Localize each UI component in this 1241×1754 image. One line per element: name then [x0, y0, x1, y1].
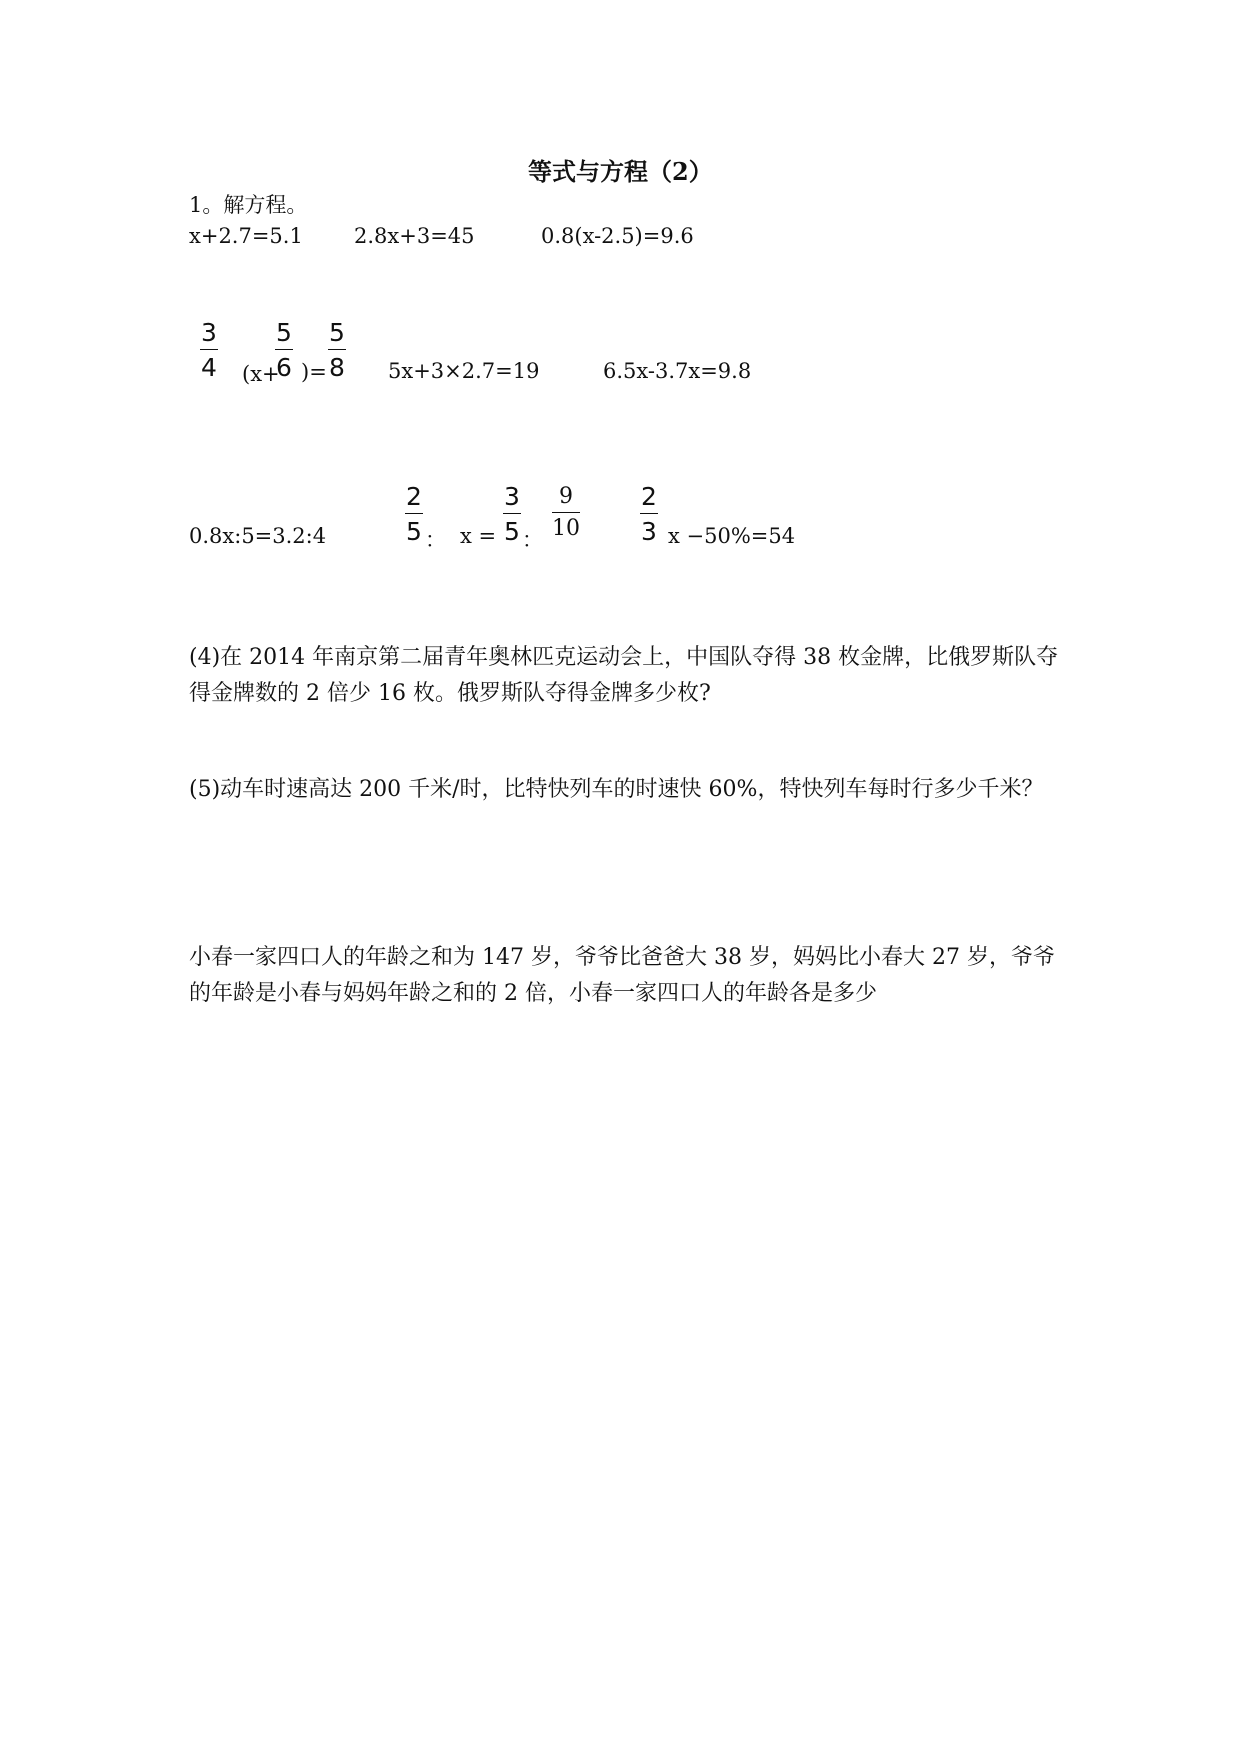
problem-5: (5)动车时速高达 200 千米/时，比特快列车的时速快 60%，特快列车每时行多少千米？: [189, 777, 1044, 802]
fraction-denominator: 5: [406, 517, 422, 546]
fraction-five-sixths: [275, 320, 293, 380]
equation-4-close: )=: [301, 360, 327, 384]
fraction-denominator: 6: [276, 353, 292, 382]
fraction-five-eighths: [328, 320, 346, 380]
equation-4-open: (x+: [242, 362, 280, 386]
fraction-denominator: 4: [201, 353, 217, 382]
fraction-denominator: 5: [504, 517, 520, 546]
problem-6: 小春一家四口人的年龄之和为 147 岁，爷爷比爸爸大 38 岁，妈妈比小春大 27 岁，爷爷的年龄是小春与妈妈年龄之和的 2 倍，小春一家四口人的年龄各是多少: [189, 945, 1055, 1006]
equation-2: 2.8x+3=45: [354, 224, 475, 248]
fraction-two-fifths: [405, 484, 423, 544]
fraction-nine-tenths: [552, 486, 580, 540]
fraction-numerator: 3: [504, 482, 520, 511]
section-heading: 1。解方程。: [189, 193, 308, 217]
fraction-two-thirds: [640, 484, 658, 544]
ratio-separator: ：: [425, 528, 446, 552]
fraction-denominator: 3: [641, 517, 657, 546]
equation-6: 6.5x-3.7x=9.8: [603, 359, 752, 383]
equation-1: x+2.7=5.1: [189, 224, 303, 248]
equation-7: 0.8x:5=3.2:4: [189, 524, 327, 548]
fraction-numerator: 5: [329, 318, 345, 347]
fraction-numerator: 9: [559, 484, 573, 509]
equation-3: 0.8(x-2.5)=9.6: [541, 224, 694, 248]
fraction-denominator: 8: [329, 353, 345, 382]
fraction-numerator: 2: [406, 482, 422, 511]
equation-8-x: x =: [460, 524, 497, 548]
fraction-three-quarters: [200, 320, 218, 380]
ratio-separator: ：: [522, 528, 543, 552]
fraction-numerator: 3: [201, 318, 217, 347]
equation-5: 5x+3×2.7=19: [388, 359, 540, 383]
fraction-numerator: 2: [641, 482, 657, 511]
fraction-numerator: 5: [276, 318, 292, 347]
fraction-denominator: 10: [552, 516, 580, 541]
fraction-three-fifths: [503, 484, 521, 544]
equation-9: x −50%=54: [668, 524, 796, 548]
page-title: 等式与方程（2）: [528, 157, 713, 186]
problem-4: (4)在 2014 年南京第二届青年奥林匹克运动会上，中国队夺得 38 枚金牌，比俄罗斯队夺得金牌数的 2 倍少 16 枚。俄罗斯队夺得金牌多少枚?: [189, 645, 1059, 706]
